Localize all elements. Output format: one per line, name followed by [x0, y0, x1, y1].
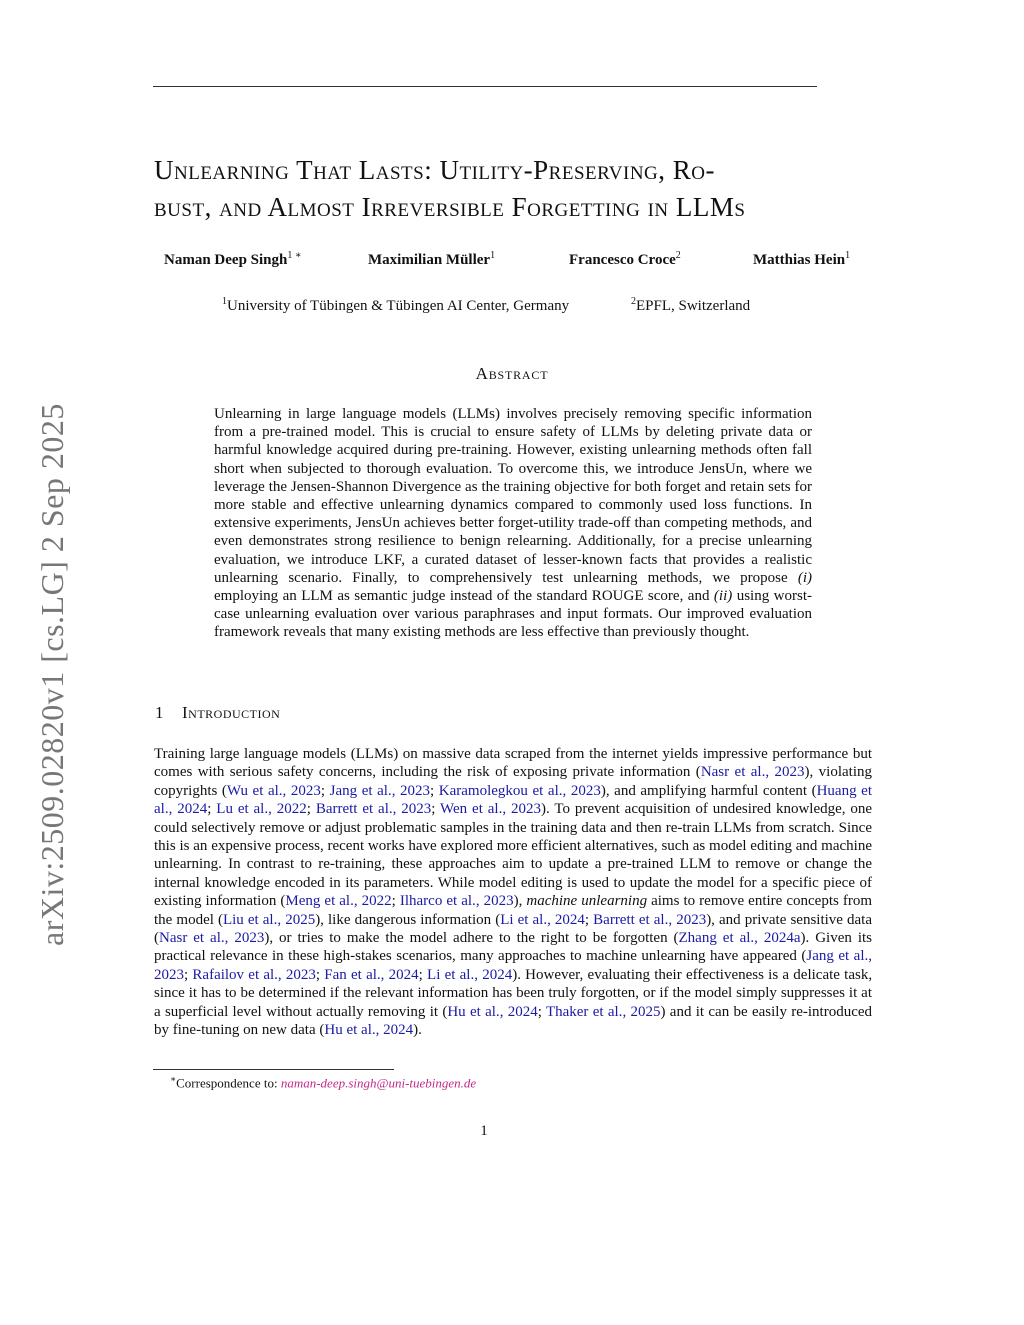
citation-link[interactable]: Lu et al., 2022 [216, 801, 307, 818]
citation-link[interactable]: Li et al., 2024 [427, 966, 513, 983]
citation-link[interactable]: Liu et al., 2025 [222, 911, 316, 928]
body-text: ), and amplifying harmful content ( [600, 782, 817, 799]
author-name: Matthias Hein [753, 252, 846, 268]
author-list [150, 250, 870, 276]
body-text: ), violating copyrights ( [154, 764, 872, 799]
abstract-body [214, 405, 812, 642]
body-text: ). [413, 1022, 422, 1039]
citation-link[interactable]: Hu et al., 2024 [324, 1022, 414, 1039]
author-1 [164, 250, 302, 269]
citation-link[interactable]: Rafailov et al., 2023 [192, 966, 316, 983]
abstract-enum-ii: (ii) [713, 588, 733, 605]
citation-link[interactable]: Barrett et al., 2023 [593, 911, 707, 928]
citation-link[interactable]: Karamolegkou et al., 2023 [438, 782, 601, 799]
section-title: Introduction [182, 703, 281, 722]
affiliation-mark: 2 [631, 296, 636, 307]
title-line-1: Unlearning That Lasts: Utility-Preserving, Ro- [154, 155, 715, 185]
emphasis-text: machine unlearning [526, 893, 648, 910]
citation-link[interactable]: Wu et al., 2023 [226, 782, 321, 799]
citation-link[interactable]: Fan et al., 2024 [324, 966, 419, 983]
arxiv-stamp[interactable]: arXiv:2509.02820v1 [cs.LG] 2 Sep 2025 [34, 403, 70, 946]
abstract-text: using worst-case unlearning evaluation over various paraphrases and input formats. Our improved evaluation framework reveals that many existing methods are less effective than previously thought. [214, 588, 812, 641]
author-name: Maximilian Müller [368, 252, 491, 268]
footnote [170, 1074, 476, 1091]
citation-link[interactable]: Huang et al., 2024 [154, 782, 872, 818]
body-text: ) and it can be easily re-introduced by fine-tuning on new data ( [154, 1003, 873, 1039]
citation-link[interactable]: Jang et al., 2023 [329, 782, 431, 799]
body-text: Training large language models (LLMs) on massive data scraped from the internet yields impressive performance but comes with serious safety concerns, including the risk of exposing private information ( [154, 746, 872, 781]
affiliation-1 [222, 296, 569, 315]
citation-link[interactable]: Hu et al., 2024 [447, 1003, 538, 1020]
page-number: 1 [480, 1123, 488, 1139]
citation-link[interactable]: Nasr et al., 2023 [159, 930, 265, 947]
body-text: ). To prevent acquisition of undesired knowledge, one could selectively remove or adjust problematic samples in the training data and then re-train LLMs from scratch. Since this is an expensive process, recent works have explored more efficient alternatives, such as model editing and machine unlearning. In contrast to re-training, these approaches aim to update a pre-trained LLM to remove or change the internal knowledge encoded in its parameters. While model editing is used to update the model for a specific piece of existing information ( [154, 801, 873, 910]
top-rule [153, 86, 817, 87]
author-mark: 2 [675, 250, 681, 261]
citation-link[interactable]: Li et al., 2024 [500, 911, 585, 928]
body-text: ). However, evaluating their effectiveness is a delicate task, since it has to be determined if the relevant information has been truly forgotten, or if the model simply suppresses it at a superficial level without actually removing it ( [154, 966, 873, 1020]
abstract-text: employing an LLM as semantic judge instead of the standard ROUGE score, and [214, 588, 714, 605]
citation-link[interactable]: Barrett et al., 2023 [315, 801, 432, 818]
author-mark: 1 ∗ [287, 250, 302, 261]
affiliation-mark: 1 [222, 296, 227, 307]
footnote-rule [153, 1069, 394, 1070]
affiliation-2 [631, 296, 750, 315]
author-4 [753, 250, 850, 269]
footnote-label: Correspondence to: [176, 1075, 281, 1091]
body-text: ), like dangerous information ( [315, 911, 501, 928]
citation-link[interactable]: Thaker et al., 2025 [545, 1003, 661, 1020]
citation-link[interactable]: Nasr et al., 2023 [700, 764, 805, 781]
body-text: ), and private sensitive data ( [154, 911, 873, 947]
affiliation-list [150, 296, 870, 318]
author-name: Naman Deep Singh [164, 252, 288, 268]
affiliation-text: University of Tübingen & Tübingen AI Center, Germany [227, 298, 570, 314]
abstract-heading: Abstract [475, 364, 549, 383]
section-heading [155, 703, 280, 723]
introduction-body: Training large language models (LLMs) on massive data scraped from the internet yields impressive performance but comes with serious safety concerns, including the risk of exposing private information (Nasr et al., 2023), violating copyrights (Wu et al., 2023; Jang et al., 2023; Karamolegkou et al., 2023), and amplifying harmful content (Huang et al., 2024; Lu et al., 2022; Barrett et al., 2023; Wen et al., 2023). To prevent acquisition of undesired knowledge, one could selectively remove or adjust problematic samples in the training data and then re-train LLMs from scratch. Since this is an expensive process, recent works have explored more efficient alternatives, such as model editing and machine unlearning. In contrast to re-training, these approaches aim to update a pre-trained LLM to remove or change the internal knowledge encoded in its parameters. While model editing is used to update the model for a specific piece of existing information (Meng et al., 2022; Ilharco et al., 2023), machine unlearning aims to remove entire concepts from the model (Liu et al., 2025), like dangerous information (Li et al., 2024; Barrett et al., 2023), and private sensitive data (Nasr et al., 2023), or tries to make the model adhere to the right to be forgotten (Zhang et al., 2024a). Given its practical relevance in these high-stakes scenarios, many approaches to machine unlearning have appeared (Jang et al., 2023; Rafailov et al., 2023; Fan et al., 2024; Li et al., 2024). However, evaluating their effectiveness is a delicate task, since it has to be determined if the relevant information has been truly forgotten, or if the model simply suppresses it at a superficial level without actually removing it (Hu et al., 2024; Thaker et al., 2025) and it can be easily re-introduced by fine-tuning on new data (Hu et al., 2024). [154, 746, 873, 1039]
abstract-enum-i: (i) [797, 569, 812, 586]
footnote-mark: ∗ [170, 1074, 177, 1084]
author-3 [569, 250, 681, 269]
section-number: 1 [155, 703, 164, 722]
affiliation-text: EPFL, Switzerland [636, 298, 751, 314]
email-link[interactable]: naman-deep.singh@uni-tuebingen.de [280, 1075, 477, 1091]
abstract-text: Unlearning in large language models (LLMs) involves precisely removing specific information from a pre-trained model. This is crucial to ensure safety of LLMs by deleting private data or harmful knowledge acquired during pre-training. However, existing unlearning methods often fall short when subjected to thorough evaluation. To overcome this, we introduce JensUn, where we leverage the Jensen-Shannon Divergence as the training objective for both forget and retain sets for more stable and effective unlearning dynamics compared to commonly used loss functions. In extensive experiments, JensUn achieves better forget-utility trade-off than competing methods, and even demonstrates strong resilience to benign relearning. Additionally, for a precise unlearning evaluation, we introduce LKF, a curated dataset of lesser-known facts that provides a realistic unlearning scenario. Finally, to comprehensively test unlearning methods, we propose [214, 406, 812, 586]
citation-link[interactable]: Meng et al., 2022 [285, 893, 392, 910]
author-name: Francesco Croce [569, 252, 676, 268]
author-2 [368, 250, 495, 269]
body-text: ), or tries to make the model adhere to the right to be forgotten ( [264, 930, 679, 947]
citation-link[interactable]: Ilharco et al., 2023 [399, 893, 514, 910]
author-mark: 1 [490, 250, 496, 261]
paper-title [154, 152, 874, 226]
body-text: ), [513, 893, 527, 910]
title-line-2: bust, and Almost Irreversible Forgetting in LLMs [154, 192, 746, 222]
body-text: aims to remove entire concepts from the model ( [154, 893, 873, 928]
body-text: ). Given its practical relevance in these high-stakes scenarios, many approaches to machine unlearning have appeared ( [154, 930, 872, 965]
citation-link[interactable]: Zhang et al., 2024a [678, 930, 801, 947]
citation-link[interactable]: Jang et al., 2023 [154, 948, 872, 983]
author-mark: 1 [845, 250, 851, 261]
citation-link[interactable]: Wen et al., 2023 [440, 801, 541, 818]
